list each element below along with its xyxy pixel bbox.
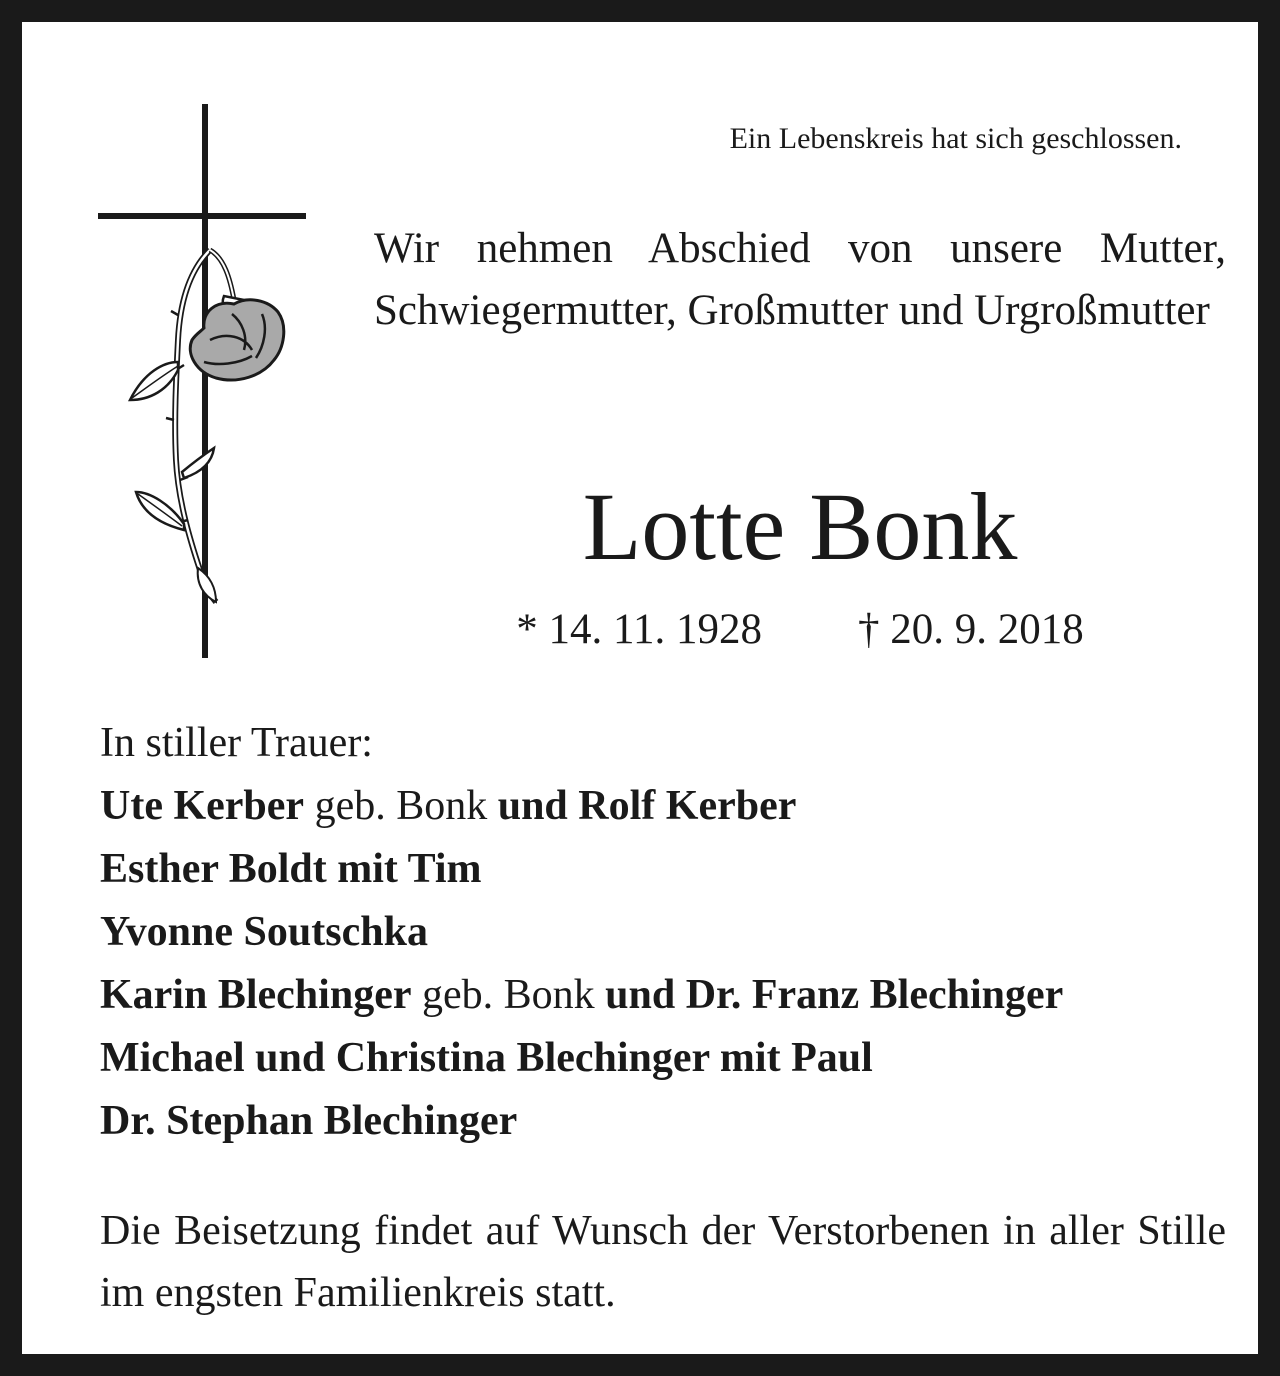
mourner-line	[100, 775, 1230, 838]
intro-text: Wir nehmen Abschied von unsere Mutter, Schwiegermutter, Großmutter und Urgroßmutter	[374, 225, 1226, 334]
mourner-note: geb. Bonk	[304, 783, 498, 829]
mourner-line: Michael und Christina Blechinger mit Paul	[100, 1035, 873, 1081]
mourner-line	[100, 964, 1230, 1027]
funeral-notice: Die Beisetzung findet auf Wunsch der Verstorbenen in aller Stille im engsten Familienkreis statt.	[100, 1208, 1226, 1316]
mourner-name: Ute Kerber	[100, 783, 305, 829]
death-date: † 20. 9. 2018	[857, 606, 1084, 653]
motto-line: Ein Lebenskreis hat sich geschlossen.	[729, 122, 1182, 155]
life-dates	[374, 602, 1226, 658]
mourner-name: und Rolf Kerber	[497, 783, 797, 829]
mourner-name: und Dr. Franz Blechinger	[605, 972, 1064, 1018]
mourner-line: Yvonne Soutschka	[100, 909, 428, 955]
mourner-name: Karin Blechinger	[100, 972, 412, 1018]
birth-date: * 14. 11. 1928	[516, 606, 762, 653]
mourner-note: geb. Bonk	[411, 972, 606, 1018]
mourners-list	[100, 712, 1230, 1153]
mourner-line: Esther Boldt mit Tim	[100, 846, 482, 892]
deceased-name: Lotte Bonk	[582, 473, 1018, 580]
cross-with-wilted-rose-icon	[92, 100, 322, 660]
mourner-line: Dr. Stephan Blechinger	[100, 1098, 518, 1144]
mourning-heading: In stiller Trauer:	[100, 720, 373, 766]
